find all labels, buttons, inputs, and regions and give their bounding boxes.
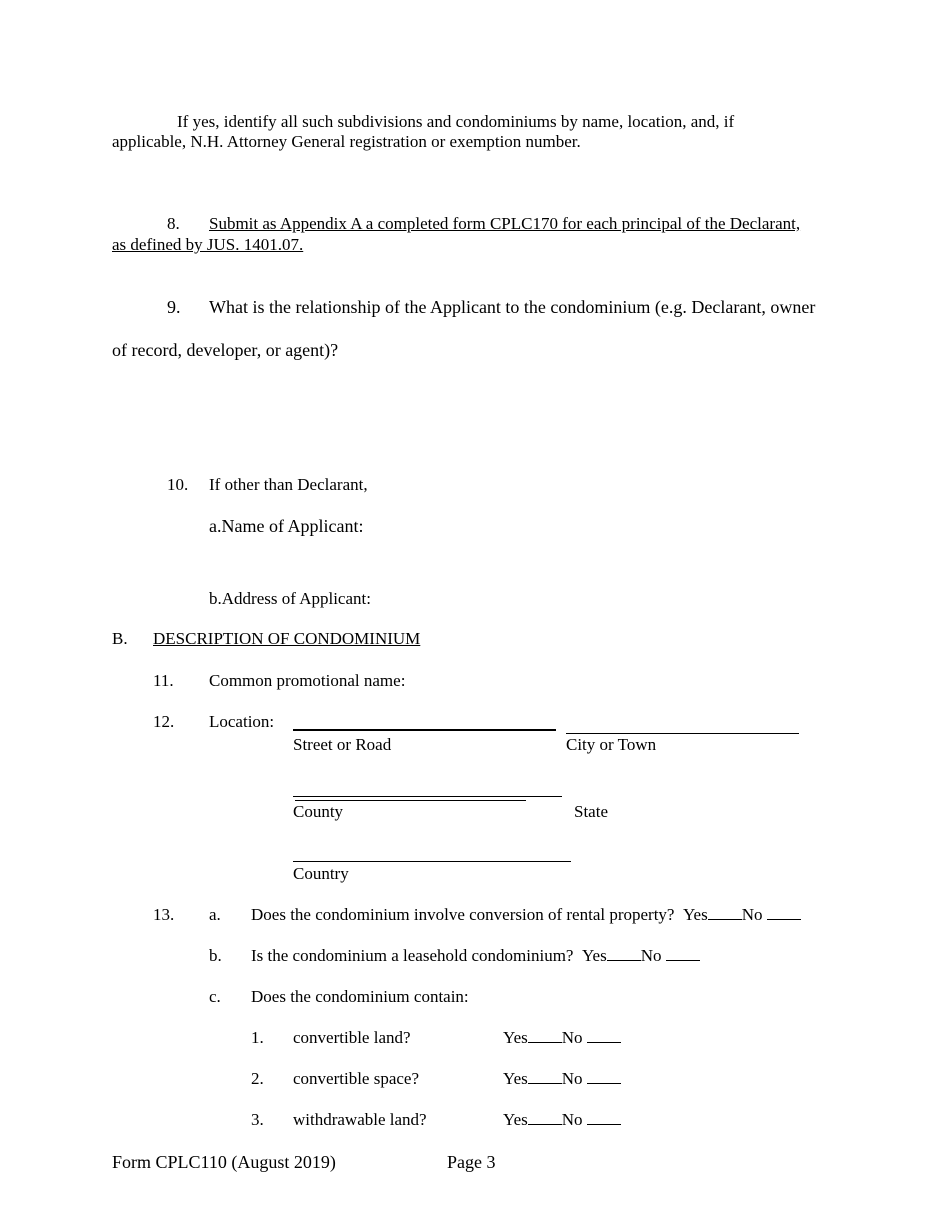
section-b-title: DESCRIPTION OF CONDOMINIUM — [153, 629, 421, 648]
item-13b-letter: b. — [209, 946, 222, 965]
street-caption: Street or Road — [293, 735, 392, 754]
city-caption: City or Town — [566, 735, 657, 754]
subitem-3-number: 3. — [251, 1110, 264, 1129]
item-13b-question: Is the condominium a leasehold condominium? Yes No — [251, 946, 700, 966]
subitem-2-answer — [503, 1069, 621, 1089]
subitem-1-answer — [503, 1028, 621, 1048]
subitem-1-no-blank[interactable] — [587, 1028, 621, 1043]
subitem-1-text: convertible land? — [293, 1028, 411, 1047]
item-13c-question: Does the condominium contain: — [251, 987, 469, 1006]
item-13a-yes-label: Yes — [682, 905, 708, 924]
item-13b-no-blank[interactable] — [666, 946, 700, 961]
item-8-line-1: Submit as Appendix A a completed form CPLC170 for each principal of the Declarant, — [209, 214, 801, 233]
item-9-line-2: of record, developer, or agent)? — [112, 340, 339, 360]
country-field-line[interactable] — [293, 861, 571, 862]
subitem-3-yes-blank[interactable] — [528, 1110, 562, 1125]
item-9-line-1: What is the relationship of the Applicant to the condominium (e.g. Declarant, owner — [209, 297, 816, 317]
county-field-line-secondary — [295, 800, 526, 801]
subitem-2-yes-label: Yes — [503, 1069, 528, 1088]
item-11-number: 11. — [153, 671, 174, 690]
subitem-3-text: withdrawable land? — [293, 1110, 427, 1129]
paragraph-line-1: If yes, identify all such subdivisions and condominiums by name, location, and, if — [177, 112, 735, 131]
state-caption: State — [574, 802, 608, 821]
subitem-3-no-blank[interactable] — [587, 1110, 621, 1125]
item-12-number: 12. — [153, 712, 175, 731]
footer-form-id: Form CPLC110 (August 2019) — [112, 1152, 336, 1172]
common-name-label: Common promotional name: — [209, 671, 406, 690]
location-label: Location: — [209, 712, 275, 731]
subitem-3-no-label: No — [561, 1110, 583, 1129]
item-13a-no-blank[interactable] — [767, 905, 801, 920]
country-caption: Country — [293, 864, 349, 883]
subitem-3-yes-label: Yes — [503, 1110, 528, 1129]
street-field-line[interactable] — [293, 729, 556, 731]
item-13b-yes-label: Yes — [581, 946, 607, 965]
item-8-number: 8. — [167, 214, 180, 233]
subitem-3-answer — [503, 1110, 621, 1130]
item-13a-question: Does the condominium involve conversion of rental property? Yes No — [251, 905, 801, 925]
paragraph-line-2: applicable, N.H. Attorney General registration or exemption number. — [112, 132, 581, 151]
item-13a-letter: a. — [209, 905, 221, 924]
subitem-2-yes-blank[interactable] — [528, 1069, 562, 1084]
applicant-name-label: a.Name of Applicant: — [209, 516, 364, 536]
item-13-number: 13. — [153, 905, 175, 924]
applicant-address-label: b.Address of Applicant: — [209, 589, 371, 608]
subitem-2-text: convertible space? — [293, 1069, 420, 1088]
footer-page-number: Page 3 — [447, 1152, 496, 1172]
section-b-letter: B. — [112, 629, 128, 648]
item-8-line-2: as defined by JUS. 1401.07. — [112, 235, 304, 254]
subitem-2-no-blank[interactable] — [587, 1069, 621, 1084]
city-field-line[interactable] — [566, 733, 799, 734]
item-13a-no-label: No — [741, 905, 763, 924]
item-13c-letter: c. — [209, 987, 221, 1006]
item-13b-yes-blank[interactable] — [607, 946, 641, 961]
item-10-text: If other than Declarant, — [209, 475, 368, 494]
subitem-2-number: 2. — [251, 1069, 264, 1088]
subitem-1-yes-blank[interactable] — [528, 1028, 562, 1043]
county-field-line[interactable] — [293, 796, 562, 797]
item-13a-yes-blank[interactable] — [708, 905, 742, 920]
subitem-1-number: 1. — [251, 1028, 264, 1047]
subitem-1-yes-label: Yes — [503, 1028, 528, 1047]
subitem-2-no-label: No — [561, 1069, 583, 1088]
county-caption: County — [293, 802, 344, 821]
item-13b-no-label: No — [640, 946, 662, 965]
subitem-1-no-label: No — [561, 1028, 583, 1047]
item-10-number: 10. — [167, 475, 189, 494]
item-9-number: 9. — [167, 297, 181, 317]
